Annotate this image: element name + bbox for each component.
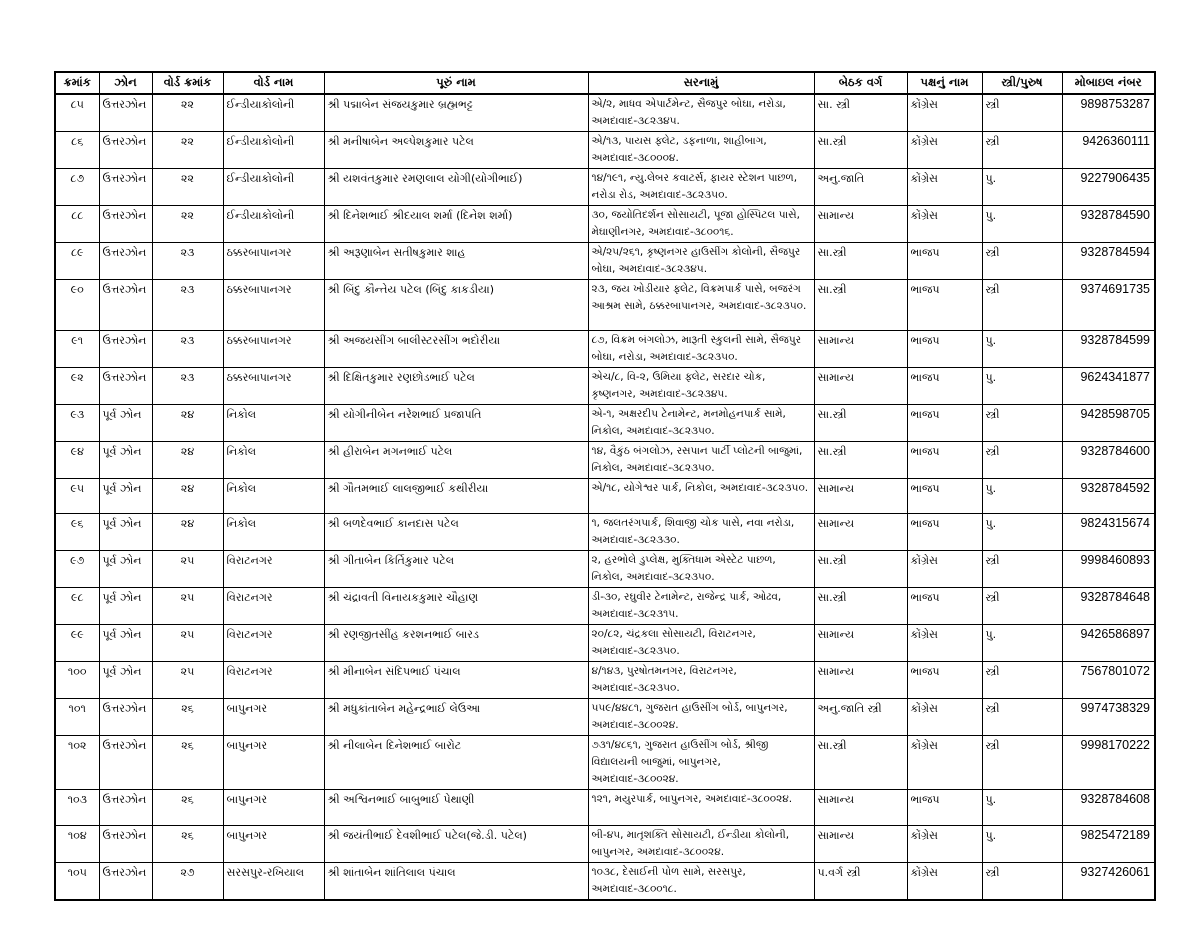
header-ward-name: વોર્ડ નામ (223, 72, 324, 94)
cell-gender: પુ. (982, 368, 1062, 405)
cell-mobile: 9898753287 (1062, 94, 1155, 132)
cell-full-name: શ્રી અશ્વિનભાઈ બાબુભાઈ પેથાણી (324, 790, 588, 826)
cell-full-name: શ્રી દિક્ષિતકુમાર રણછોડભાઈ પટેલ (324, 368, 588, 405)
cell-party: ભાજપ (907, 479, 982, 514)
cell-ward-name: ઠક્કરબાપાનગર (223, 280, 324, 331)
cell-mobile: 9328784608 (1062, 790, 1155, 826)
cell-address: ૨, હરભોલે ડુપ્લેક્ષ, મુક્તિધામ એસ્ટેટ પાછળ, નિકોલ, અમદાવાદ-૩૮૨૩૫૦. (588, 551, 814, 588)
cell-full-name: શ્રી રણજીતસીંહ કરશનભાઈ બારડ (324, 625, 588, 662)
cell-ward-name: સરસપુર-રખિયાલ (223, 863, 324, 901)
table-row (55, 169, 1155, 206)
header-full-name: પૂરું નામ (324, 72, 588, 94)
cell-party: કોંગ્રેસ (907, 132, 982, 169)
table-row (55, 826, 1155, 863)
cell-ward-number: ૨૭ (152, 863, 223, 901)
cell-index: ૮૫ (55, 94, 99, 132)
cell-zone: ઉત્તરઝોન (99, 206, 152, 243)
cell-ward-number: ૨૪ (152, 442, 223, 479)
cell-full-name: શ્રી અરૂણાબેન સતીષકુમાર શાહ (324, 243, 588, 280)
cell-full-name: શ્રી મધુકાંતાબેન મહેન્દ્રભાઈ લેઉઆ (324, 699, 588, 736)
cell-index: ૮૮ (55, 206, 99, 243)
cell-index: ૧૦૫ (55, 863, 99, 901)
cell-party: ભાજપ (907, 331, 982, 368)
cell-gender: સ્ત્રી (982, 551, 1062, 588)
cell-ward-number: ૨૫ (152, 588, 223, 625)
cell-mobile: 9998170222 (1062, 736, 1155, 790)
cell-full-name: શ્રી બિંદુ કૌન્તેય પટેલ (બિંદુ કાકડીયા) (324, 280, 588, 331)
cell-seat-class: અનુ.જાતિ સ્ત્રી (814, 699, 907, 736)
cell-index: ૯૫ (55, 479, 99, 514)
cell-seat-class: સામાન્ય (814, 206, 907, 243)
cell-ward-name: વિરાટનગર (223, 625, 324, 662)
corporator-table (54, 71, 1156, 901)
cell-gender: પુ. (982, 206, 1062, 243)
cell-address: ડી-૩૦, રઘુવીર ટેનામેન્ટ, રાજેન્દ્ર પાર્ક, ઓઢવ, અમદાવાદ-૩૮૨૩૧૫. (588, 588, 814, 625)
cell-index: ૯૧ (55, 331, 99, 368)
cell-ward-number: ૨૩ (152, 368, 223, 405)
table-row (55, 699, 1155, 736)
cell-ward-number: ૨૩ (152, 331, 223, 368)
cell-gender: સ્ત્રી (982, 588, 1062, 625)
cell-ward-number: ૨૬ (152, 826, 223, 863)
cell-ward-name: ઠક્કરબાપાનગર (223, 368, 324, 405)
cell-seat-class: સામાન્ય (814, 514, 907, 551)
cell-address: ૫૫૯/૪૪૮૧, ગુજરાત હાઉસીંગ બોર્ડ, બાપુનગર, અમદાવાદ-૩૮૦૦૨૪. (588, 699, 814, 736)
cell-full-name: શ્રી અજયસીંગ બાલીસ્ટરસીંગ ભદોરીયા (324, 331, 588, 368)
cell-zone: ઉત્તરઝોન (99, 132, 152, 169)
cell-index: ૯૪ (55, 442, 99, 479)
header-address: સરનામું (588, 72, 814, 94)
cell-gender: પુ. (982, 790, 1062, 826)
table-row (55, 625, 1155, 662)
cell-full-name: શ્રી જયંતીભાઈ દેવશીભાઈ પટેલ(જે.ડી. પટેલ) (324, 826, 588, 863)
table-row (55, 479, 1155, 514)
cell-mobile: 9824315674 (1062, 514, 1155, 551)
cell-party: કોંગ્રેસ (907, 94, 982, 132)
cell-full-name: શ્રી યશવંતકુમાર રમણલાલ યોગી(યોગીભાઈ) (324, 169, 588, 206)
cell-ward-number: ૨૨ (152, 206, 223, 243)
header-party: પક્ષનું નામ (907, 72, 982, 94)
cell-full-name: શ્રી દિનેશભાઈ શ્રીદયાલ શર્મા (દિનેશ શર્મા) (324, 206, 588, 243)
cell-zone: ઉત્તરઝોન (99, 331, 152, 368)
cell-zone: પૂર્વ ઝોન (99, 405, 152, 442)
cell-mobile: 7567801072 (1062, 662, 1155, 699)
cell-address: ૧, જલતરંગપાર્ક, શિવાજી ચોક પાસે, નવા નરોડા, અમદાવાદ-૩૮૨૩૩૦. (588, 514, 814, 551)
cell-mobile: 9328784590 (1062, 206, 1155, 243)
cell-ward-number: ૨૩ (152, 280, 223, 331)
cell-address: એ/૨, માધવ એપાર્ટમેન્ટ, સૈજપુર બોઘા, નરોડા, અમદાવાદ-૩૮૨૩૪૫. (588, 94, 814, 132)
cell-party: ભાજપ (907, 442, 982, 479)
cell-index: ૧૦૦ (55, 662, 99, 699)
cell-ward-number: ૨૬ (152, 736, 223, 790)
cell-address: એ-૧, અક્ષરદીપ ટેનામેન્ટ, મનમોહનપાર્ક સામે, નિકોલ, અમદાવાદ-૩૮૨૩૫૦. (588, 405, 814, 442)
cell-index: ૧૦૪ (55, 826, 99, 863)
table-row (55, 588, 1155, 625)
cell-party: કોંગ્રેસ (907, 699, 982, 736)
cell-seat-class: સામાન્ય (814, 368, 907, 405)
cell-ward-name: બાપુનગર (223, 736, 324, 790)
cell-ward-number: ૨૨ (152, 94, 223, 132)
cell-zone: ઉત્તરઝોન (99, 863, 152, 901)
cell-address: એચ/૮, વિ-૨, ઉમિયા ફ્લેટ, સરદાર ચોક, કૃષ્ણનગર, અમદાવાદ-૩૮૨૩૪૫. (588, 368, 814, 405)
cell-ward-number: ૨૫ (152, 551, 223, 588)
table-row (55, 514, 1155, 551)
table-row (55, 331, 1155, 368)
cell-ward-name: ઠક્કરબાપાનગર (223, 331, 324, 368)
table-row (55, 243, 1155, 280)
cell-seat-class: સા. સ્ત્રી (814, 94, 907, 132)
cell-zone: ઉત્તરઝોન (99, 368, 152, 405)
cell-party: કોંગ્રેસ (907, 625, 982, 662)
cell-ward-number: ૨૬ (152, 790, 223, 826)
cell-gender: સ્ત્રી (982, 863, 1062, 901)
cell-gender: પુ. (982, 479, 1062, 514)
cell-seat-class: સામાન્ય (814, 662, 907, 699)
cell-seat-class: સા.સ્ત્રી (814, 405, 907, 442)
cell-address: ૨૦/૮૨, ચંદ્રકલા સોસાયટી, વિરાટનગર, અમદાવાદ-૩૮૨૩૫૦. (588, 625, 814, 662)
cell-gender: પુ. (982, 826, 1062, 863)
cell-ward-number: ૨૩ (152, 243, 223, 280)
cell-party: ભાજપ (907, 790, 982, 826)
cell-zone: પૂર્વ ઝોન (99, 588, 152, 625)
cell-gender: પુ. (982, 169, 1062, 206)
cell-mobile: 9328784648 (1062, 588, 1155, 625)
cell-index: ૮૯ (55, 243, 99, 280)
table-row (55, 206, 1155, 243)
cell-zone: ઉત્તરઝોન (99, 94, 152, 132)
cell-zone: ઉત્તરઝોન (99, 243, 152, 280)
cell-full-name: શ્રી યોગીનીબેન નરેશભાઈ પ્રજાપતિ (324, 405, 588, 442)
table-row (55, 368, 1155, 405)
cell-gender: પુ. (982, 331, 1062, 368)
cell-index: ૯૬ (55, 514, 99, 551)
cell-index: ૯૦ (55, 280, 99, 331)
cell-zone: ઉત્તરઝોન (99, 826, 152, 863)
cell-party: ભાજપ (907, 405, 982, 442)
cell-address: ૪/૧૪૩, પુરષોતમનગર, વિરાટનગર, અમદાવાદ-૩૮૨૩૫૦. (588, 662, 814, 699)
cell-seat-class: સા.સ્ત્રી (814, 280, 907, 331)
cell-index: ૯૨ (55, 368, 99, 405)
cell-seat-class: સામાન્ય (814, 479, 907, 514)
header-index: ક્રમાંક (55, 72, 99, 94)
cell-mobile: 9327426061 (1062, 863, 1155, 901)
cell-zone: પૂર્વ ઝોન (99, 625, 152, 662)
cell-gender: સ્ત્રી (982, 243, 1062, 280)
cell-gender: સ્ત્રી (982, 442, 1062, 479)
cell-index: ૮૭ (55, 169, 99, 206)
cell-party: કોંગ્રેસ (907, 169, 982, 206)
cell-address: ૧૪, વૈકુંઠ બંગલોઝ, રસપાન પાર્ટી પ્લોટની બાજુમાં, નિકોલ, અમદાવાદ-૩૮૨૩૫૦. (588, 442, 814, 479)
cell-mobile: 9825472189 (1062, 826, 1155, 863)
cell-ward-name: બાપુનગર (223, 790, 324, 826)
cell-gender: સ્ત્રી (982, 736, 1062, 790)
cell-mobile: 9428598705 (1062, 405, 1155, 442)
cell-zone: ઉત્તરઝોન (99, 169, 152, 206)
cell-party: કોંગ્રેસ (907, 736, 982, 790)
cell-ward-name: નિકોલ (223, 442, 324, 479)
cell-gender: સ્ત્રી (982, 94, 1062, 132)
table-row (55, 442, 1155, 479)
cell-party: ભાજપ (907, 368, 982, 405)
cell-seat-class: સા.સ્ત્રી (814, 442, 907, 479)
cell-gender: સ્ત્રી (982, 405, 1062, 442)
cell-gender: સ્ત્રી (982, 699, 1062, 736)
cell-address: ૨૩, જય ખોડીયાર ફ્લેટ, વિક્રમપાર્ક પાસે, બજરંગ આશ્રમ સામે, ઠક્કરબાપાનગર, અમદાવાદ-૩૮૨૩૫૦. (588, 280, 814, 331)
header-zone: ઝોન (99, 72, 152, 94)
table-body (55, 94, 1155, 900)
cell-zone: પૂર્વ ઝોન (99, 514, 152, 551)
cell-gender: સ્ત્રી (982, 132, 1062, 169)
cell-ward-name: વિરાટનગર (223, 662, 324, 699)
cell-ward-name: નિકોલ (223, 514, 324, 551)
cell-address: ૧૦૩૮, દેસાઈની પોળ સામે, સરસપુર, અમદાવાદ-૩૮૦૦૧૮. (588, 863, 814, 901)
cell-party: ભાજપ (907, 243, 982, 280)
cell-full-name: શ્રી શાંતાબેન શાંતિલાલ પંચાલ (324, 863, 588, 901)
cell-full-name: શ્રી નીલાબેન દિનેશભાઈ બારોટ (324, 736, 588, 790)
cell-index: ૯૯ (55, 625, 99, 662)
cell-party: કોંગ્રેસ (907, 863, 982, 901)
table-row (55, 280, 1155, 331)
cell-mobile: 9227906435 (1062, 169, 1155, 206)
cell-mobile: 9426360111 (1062, 132, 1155, 169)
cell-ward-number: ૨૫ (152, 662, 223, 699)
cell-full-name: શ્રી પદ્માબેન સંજયકુમાર બ્રહ્મભટ્ટ (324, 94, 588, 132)
cell-seat-class: સામાન્ય (814, 790, 907, 826)
cell-full-name: શ્રી મીનાબેન સંદિપભાઈ પંચાલ (324, 662, 588, 699)
table-row (55, 790, 1155, 826)
cell-mobile: 9328784600 (1062, 442, 1155, 479)
cell-party: ભાજપ (907, 662, 982, 699)
cell-address: ૧૪/૧૯૧, ન્યુ.લેબર કવાટર્સ, ફાયર સ્ટેશન પાછળ, નરોડા રોડ, અમદાવાદ-૩૮૨૩૫૦. (588, 169, 814, 206)
cell-index: ૯૭ (55, 551, 99, 588)
cell-party: કોંગ્રેસ (907, 826, 982, 863)
cell-address: બી-૪૫, માતૃશક્તિ સોસાયટી, ઈન્ડીયા કોલોની, બાપુનગર, અમદાવાદ-૩૮૦૦૨૪. (588, 826, 814, 863)
cell-party: ભાજપ (907, 280, 982, 331)
cell-ward-name: ઈન્ડીયાકોલોની (223, 206, 324, 243)
cell-party: ભાજપ (907, 588, 982, 625)
cell-seat-class: સામાન્ય (814, 826, 907, 863)
cell-gender: સ્ત્રી (982, 662, 1062, 699)
cell-full-name: શ્રી ગૌતમભાઈ લાલજીભાઈ કથીરીયા (324, 479, 588, 514)
cell-ward-name: વિરાટનગર (223, 588, 324, 625)
table-row (55, 863, 1155, 901)
table-row (55, 662, 1155, 699)
cell-mobile: 9624341877 (1062, 368, 1155, 405)
cell-index: ૧૦૩ (55, 790, 99, 826)
cell-address: ૭૩૧/૪૮૬૧, ગુજરાત હાઉસીંગ બોર્ડ, શ્રીજી વિદ્યાલયની બાજુમાં, બાપુનગર, અમદાવાદ-૩૮૦૦૨૪. (588, 736, 814, 790)
cell-seat-class: સામાન્ય (814, 625, 907, 662)
cell-ward-name: ઈન્ડીયાકોલોની (223, 132, 324, 169)
cell-zone: ઉત્તરઝોન (99, 736, 152, 790)
cell-zone: પૂર્વ ઝોન (99, 442, 152, 479)
cell-mobile: 9374691735 (1062, 280, 1155, 331)
cell-ward-name: ઈન્ડીયાકોલોની (223, 169, 324, 206)
cell-gender: સ્ત્રી (982, 280, 1062, 331)
cell-seat-class: સા.સ્ત્રી (814, 736, 907, 790)
cell-address: એ/૧૩, પાયસ ફ્લેટ, ડફનાળા, શાહીબાગ, અમદાવાદ-૩૮૦૦૦૪. (588, 132, 814, 169)
cell-ward-name: ઠક્કરબાપાનગર (223, 243, 324, 280)
cell-seat-class: પ.વર્ગ સ્ત્રી (814, 863, 907, 901)
cell-zone: ઉત્તરઝોન (99, 280, 152, 331)
cell-ward-number: ૨૪ (152, 514, 223, 551)
cell-ward-name: નિકોલ (223, 479, 324, 514)
cell-zone: ઉત્તરઝોન (99, 699, 152, 736)
cell-seat-class: સા.સ્ત્રી (814, 588, 907, 625)
cell-mobile: 9328784592 (1062, 479, 1155, 514)
header-seat-class: બેઠક વર્ગ (814, 72, 907, 94)
cell-party: કોંગ્રેસ (907, 551, 982, 588)
cell-ward-number: ૨૪ (152, 405, 223, 442)
table-row (55, 405, 1155, 442)
cell-address: એ/૨૫/૨૬૧, કૃષ્ણનગર હાઉસીંગ કોલોની, સૈજપુર બોઘા, અમદાવાદ-૩૮૨૩૪૫. (588, 243, 814, 280)
cell-index: ૧૦૧ (55, 699, 99, 736)
cell-address: ૮૭, વિક્રમ બંગલોઝ, મારૂતી સ્કુલની સામે, સૈજપુર બોઘા, નરોડા, અમદાવાદ-૩૮૨૩૫૦. (588, 331, 814, 368)
cell-ward-name: વિરાટનગર (223, 551, 324, 588)
cell-mobile: 9328784594 (1062, 243, 1155, 280)
cell-ward-name: બાપુનગર (223, 826, 324, 863)
cell-party: ભાજપ (907, 514, 982, 551)
cell-ward-number: ૨૪ (152, 479, 223, 514)
header-gender: સ્ત્રી/પુરુષ (982, 72, 1062, 94)
cell-full-name: શ્રી બળદેવભાઈ કાનદાસ પટેલ (324, 514, 588, 551)
cell-zone: ઉત્તરઝોન (99, 790, 152, 826)
cell-seat-class: સા.સ્ત્રી (814, 132, 907, 169)
header-mobile: મોબાઇલ નંબર (1062, 72, 1155, 94)
cell-index: ૯૮ (55, 588, 99, 625)
cell-seat-class: સામાન્ય (814, 331, 907, 368)
table-row (55, 132, 1155, 169)
cell-ward-number: ૨૫ (152, 625, 223, 662)
header-row (55, 72, 1155, 94)
cell-ward-number: ૨૨ (152, 132, 223, 169)
cell-address: ૧૨૧, મયુરપાર્ક, બાપુનગર, અમદાવાદ-૩૮૦૦૨૪. (588, 790, 814, 826)
cell-seat-class: સા.સ્ત્રી (814, 551, 907, 588)
cell-address: ૩૦, જયોતિદર્શન સોસાયટી, પૂજા હોસ્પિટલ પાસે, મેઘાણીનગર, અમદાવાદ-૩૮૦૦૧૬. (588, 206, 814, 243)
cell-party: કોંગ્રેસ (907, 206, 982, 243)
table-row (55, 94, 1155, 132)
cell-ward-name: નિકોલ (223, 405, 324, 442)
cell-ward-number: ૨૬ (152, 699, 223, 736)
cell-ward-number: ૨૨ (152, 169, 223, 206)
header-ward-number: વોર્ડ ક્રમાંક (152, 72, 223, 94)
cell-mobile: 9426586897 (1062, 625, 1155, 662)
cell-seat-class: સા.સ્ત્રી (814, 243, 907, 280)
cell-address: એ/૧૮, યોગેશ્વર પાર્ક, નિકોલ, અમદાવાદ-૩૮૨૩૫૦. (588, 479, 814, 514)
cell-zone: પૂર્વ ઝોન (99, 662, 152, 699)
cell-full-name: શ્રી ગીતાબેન કિર્તિકુમાર પટેલ (324, 551, 588, 588)
cell-ward-name: બાપુનગર (223, 699, 324, 736)
cell-gender: પુ. (982, 514, 1062, 551)
cell-mobile: 9998460893 (1062, 551, 1155, 588)
cell-index: ૮૬ (55, 132, 99, 169)
cell-seat-class: અનુ.જાતિ (814, 169, 907, 206)
cell-mobile: 9974738329 (1062, 699, 1155, 736)
cell-zone: પૂર્વ ઝોન (99, 551, 152, 588)
cell-index: ૯૩ (55, 405, 99, 442)
cell-full-name: શ્રી હીરાબેન મગનભાઈ પટેલ (324, 442, 588, 479)
cell-mobile: 9328784599 (1062, 331, 1155, 368)
table-row (55, 736, 1155, 790)
cell-zone: પૂર્વ ઝોન (99, 479, 152, 514)
cell-full-name: શ્રી ચંદ્રાવતી વિનાયકકુમાર ચૌહાણ (324, 588, 588, 625)
cell-gender: પુ. (982, 625, 1062, 662)
cell-full-name: શ્રી મનીષાબેન અલ્પેશકુમાર પટેલ (324, 132, 588, 169)
cell-ward-name: ઈન્ડીયાકોલોની (223, 94, 324, 132)
cell-index: ૧૦૨ (55, 736, 99, 790)
table-row (55, 551, 1155, 588)
